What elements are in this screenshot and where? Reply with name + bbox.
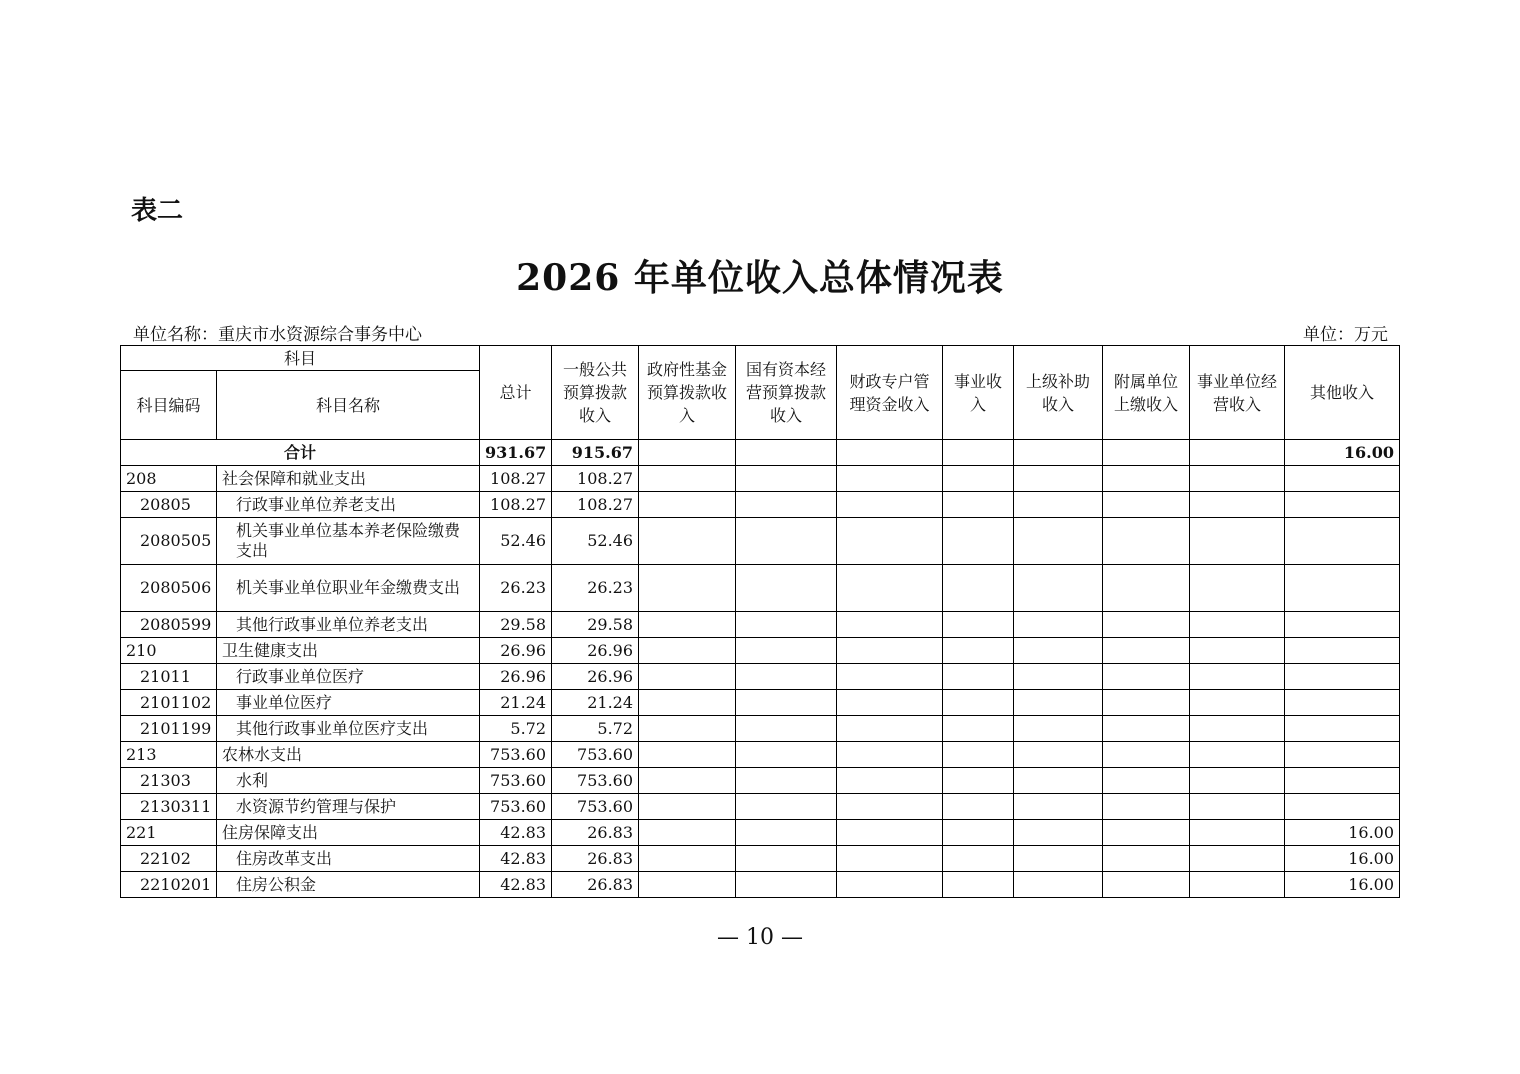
value-cell [837, 565, 943, 612]
value-cell [943, 664, 1014, 690]
header-col: 国有资本经营预算拨款收入 [736, 346, 837, 440]
table-row [121, 794, 1400, 820]
value-cell: 52.46 [552, 518, 639, 565]
value-cell [1285, 768, 1400, 794]
total-cell [943, 440, 1014, 466]
table-row [121, 820, 1400, 846]
value-cell [736, 872, 837, 898]
header-col: 财政专户管理资金收入 [837, 346, 943, 440]
subject-name: 水资源节约管理与保护 [217, 794, 480, 820]
value-cell [736, 466, 837, 492]
value-cell [943, 768, 1014, 794]
value-cell [736, 518, 837, 565]
value-cell [1014, 768, 1103, 794]
total-cell [736, 440, 837, 466]
table-row [121, 690, 1400, 716]
header-code: 科目编码 [121, 371, 217, 440]
value-cell: 16.00 [1285, 846, 1400, 872]
value-cell [943, 612, 1014, 638]
total-cell [1103, 440, 1190, 466]
value-cell [639, 716, 736, 742]
value-cell: 42.83 [480, 872, 552, 898]
value-cell [1103, 820, 1190, 846]
value-cell: 753.60 [552, 794, 639, 820]
table-row [121, 492, 1400, 518]
header-col: 附属单位上缴收入 [1103, 346, 1190, 440]
table-row [121, 638, 1400, 664]
value-cell [837, 820, 943, 846]
value-cell [1103, 518, 1190, 565]
value-cell: 21.24 [480, 690, 552, 716]
value-cell [1285, 492, 1400, 518]
value-cell [1285, 518, 1400, 565]
subject-name: 水利 [217, 768, 480, 794]
value-cell [1014, 846, 1103, 872]
value-cell [1014, 742, 1103, 768]
value-cell: 42.83 [480, 820, 552, 846]
value-cell: 753.60 [552, 768, 639, 794]
subject-code: 213 [121, 742, 217, 768]
value-cell [736, 794, 837, 820]
value-cell [1190, 518, 1285, 565]
value-cell: 26.23 [480, 565, 552, 612]
value-cell [837, 716, 943, 742]
value-cell [1014, 794, 1103, 820]
subject-code: 2130311 [121, 794, 217, 820]
total-row [121, 440, 1400, 466]
value-cell [1190, 612, 1285, 638]
value-cell [943, 872, 1014, 898]
value-cell [639, 872, 736, 898]
value-cell [736, 716, 837, 742]
subject-code: 21303 [121, 768, 217, 794]
header-col: 上级补助收入 [1014, 346, 1103, 440]
value-cell [639, 768, 736, 794]
value-cell [1103, 716, 1190, 742]
value-cell: 753.60 [552, 742, 639, 768]
value-cell [1014, 492, 1103, 518]
header-col: 事业收入 [943, 346, 1014, 440]
value-cell [639, 690, 736, 716]
table-row [121, 664, 1400, 690]
value-cell [837, 612, 943, 638]
value-cell [837, 638, 943, 664]
subject-name: 住房改革支出 [217, 846, 480, 872]
table-row [121, 742, 1400, 768]
value-cell: 753.60 [480, 768, 552, 794]
subject-name: 其他行政事业单位养老支出 [217, 612, 480, 638]
value-cell [1285, 466, 1400, 492]
value-cell: 26.96 [480, 638, 552, 664]
value-cell [943, 690, 1014, 716]
total-cell: 931.67 [480, 440, 552, 466]
value-cell: 26.96 [552, 638, 639, 664]
value-cell [736, 664, 837, 690]
page-number: — 10 — [717, 925, 803, 950]
value-cell [1285, 690, 1400, 716]
value-cell [837, 742, 943, 768]
value-cell [1190, 638, 1285, 664]
table-row [121, 466, 1400, 492]
value-cell [943, 565, 1014, 612]
value-cell: 108.27 [480, 466, 552, 492]
value-cell [943, 638, 1014, 664]
header-col: 其他收入 [1285, 346, 1400, 440]
value-cell: 753.60 [480, 794, 552, 820]
table-row [121, 716, 1400, 742]
subject-code: 2210201 [121, 872, 217, 898]
value-cell [736, 565, 837, 612]
value-cell: 29.58 [480, 612, 552, 638]
total-cell: 16.00 [1285, 440, 1400, 466]
value-cell: 16.00 [1285, 820, 1400, 846]
subject-code: 2101102 [121, 690, 217, 716]
total-label: 合计 [121, 440, 480, 466]
value-cell [1285, 794, 1400, 820]
value-cell [1285, 638, 1400, 664]
subject-name: 住房公积金 [217, 872, 480, 898]
value-cell [837, 768, 943, 794]
header-col: 总计 [480, 346, 552, 440]
subject-code: 208 [121, 466, 217, 492]
header-name: 科目名称 [217, 371, 480, 440]
value-cell [1014, 466, 1103, 492]
value-cell [1190, 690, 1285, 716]
subject-code: 20805 [121, 492, 217, 518]
value-cell [1103, 846, 1190, 872]
value-cell [1190, 466, 1285, 492]
value-cell: 26.96 [552, 664, 639, 690]
value-cell [639, 638, 736, 664]
value-cell [943, 716, 1014, 742]
value-cell [1190, 492, 1285, 518]
subject-code: 210 [121, 638, 217, 664]
value-cell: 108.27 [480, 492, 552, 518]
value-cell [943, 846, 1014, 872]
value-cell [1103, 612, 1190, 638]
subject-name: 其他行政事业单位医疗支出 [217, 716, 480, 742]
value-cell [1190, 872, 1285, 898]
value-cell [736, 820, 837, 846]
value-cell: 16.00 [1285, 872, 1400, 898]
value-cell [639, 742, 736, 768]
value-cell [1014, 872, 1103, 898]
subject-code: 2101199 [121, 716, 217, 742]
value-cell [1014, 518, 1103, 565]
table-row [121, 518, 1400, 565]
value-cell [1285, 716, 1400, 742]
value-cell [736, 612, 837, 638]
value-cell [1190, 716, 1285, 742]
value-cell [837, 466, 943, 492]
total-cell [837, 440, 943, 466]
value-cell [837, 872, 943, 898]
value-cell [1103, 794, 1190, 820]
value-cell [1103, 638, 1190, 664]
table-label: 表二 [131, 196, 184, 226]
value-cell [736, 638, 837, 664]
value-cell [639, 664, 736, 690]
subject-name: 卫生健康支出 [217, 638, 480, 664]
total-cell [1190, 440, 1285, 466]
value-cell [736, 492, 837, 518]
value-cell [639, 565, 736, 612]
value-cell [1014, 612, 1103, 638]
header-col: 一般公共预算拨款收入 [552, 346, 639, 440]
total-cell [1014, 440, 1103, 466]
subject-name: 事业单位医疗 [217, 690, 480, 716]
header-col: 事业单位经营收入 [1190, 346, 1285, 440]
value-cell [1285, 664, 1400, 690]
subject-code: 2080505 [121, 518, 217, 565]
value-cell [943, 518, 1014, 565]
value-cell: 52.46 [480, 518, 552, 565]
value-cell [837, 518, 943, 565]
value-cell [943, 466, 1014, 492]
value-cell [943, 794, 1014, 820]
total-cell: 915.67 [552, 440, 639, 466]
value-cell: 21.24 [552, 690, 639, 716]
value-cell: 26.83 [552, 872, 639, 898]
value-cell [1190, 565, 1285, 612]
value-cell [639, 466, 736, 492]
value-cell: 108.27 [552, 492, 639, 518]
header-subject-group: 科目 [121, 346, 480, 371]
currency-unit: 单位：万元 [1303, 325, 1388, 345]
income-table [120, 345, 1400, 898]
document-title: 2026 年单位收入总体情况表 [516, 257, 1004, 299]
value-cell [1285, 565, 1400, 612]
value-cell [837, 690, 943, 716]
header-col: 政府性基金预算拨款收入 [639, 346, 736, 440]
value-cell [1190, 846, 1285, 872]
value-cell [1014, 638, 1103, 664]
value-cell: 5.72 [480, 716, 552, 742]
total-cell [639, 440, 736, 466]
value-cell [736, 742, 837, 768]
subject-name: 住房保障支出 [217, 820, 480, 846]
value-cell: 29.58 [552, 612, 639, 638]
table-row [121, 768, 1400, 794]
value-cell [1014, 690, 1103, 716]
value-cell [1103, 690, 1190, 716]
value-cell [1103, 742, 1190, 768]
value-cell [1190, 768, 1285, 794]
value-cell: 26.83 [552, 846, 639, 872]
value-cell [1103, 664, 1190, 690]
value-cell [837, 794, 943, 820]
value-cell [639, 518, 736, 565]
table-row [121, 565, 1400, 612]
value-cell [943, 742, 1014, 768]
value-cell: 26.83 [552, 820, 639, 846]
unit-name: 单位名称：重庆市水资源综合事务中心 [133, 325, 422, 345]
value-cell [1190, 742, 1285, 768]
value-cell: 26.23 [552, 565, 639, 612]
value-cell [943, 820, 1014, 846]
value-cell: 26.96 [480, 664, 552, 690]
value-cell [639, 794, 736, 820]
subject-name: 行政事业单位养老支出 [217, 492, 480, 518]
value-cell [1014, 565, 1103, 612]
value-cell [1103, 466, 1190, 492]
subject-name: 行政事业单位医疗 [217, 664, 480, 690]
subject-code: 221 [121, 820, 217, 846]
table-row [121, 872, 1400, 898]
value-cell [1103, 565, 1190, 612]
value-cell [639, 492, 736, 518]
value-cell: 108.27 [552, 466, 639, 492]
value-cell [639, 612, 736, 638]
subject-code: 2080599 [121, 612, 217, 638]
value-cell [639, 820, 736, 846]
value-cell [1014, 664, 1103, 690]
value-cell [1014, 716, 1103, 742]
value-cell [639, 846, 736, 872]
value-cell [943, 492, 1014, 518]
value-cell [837, 492, 943, 518]
value-cell [1285, 612, 1400, 638]
value-cell: 753.60 [480, 742, 552, 768]
subject-code: 2080506 [121, 565, 217, 612]
value-cell [837, 846, 943, 872]
value-cell: 42.83 [480, 846, 552, 872]
subject-name: 社会保障和就业支出 [217, 466, 480, 492]
header-row-group [121, 346, 1400, 371]
value-cell [1103, 768, 1190, 794]
value-cell [1190, 794, 1285, 820]
value-cell [1190, 664, 1285, 690]
value-cell [736, 768, 837, 794]
value-cell [736, 846, 837, 872]
table-row [121, 846, 1400, 872]
subject-code: 21011 [121, 664, 217, 690]
value-cell: 5.72 [552, 716, 639, 742]
value-cell [1190, 820, 1285, 846]
value-cell [837, 664, 943, 690]
value-cell [1103, 872, 1190, 898]
subject-name: 机关事业单位职业年金缴费支出 [217, 565, 480, 612]
subject-name: 机关事业单位基本养老保险缴费支出 [217, 518, 480, 565]
value-cell [1014, 820, 1103, 846]
table-row [121, 612, 1400, 638]
subject-code: 22102 [121, 846, 217, 872]
subject-name: 农林水支出 [217, 742, 480, 768]
value-cell [1103, 492, 1190, 518]
value-cell [736, 690, 837, 716]
value-cell [1285, 742, 1400, 768]
